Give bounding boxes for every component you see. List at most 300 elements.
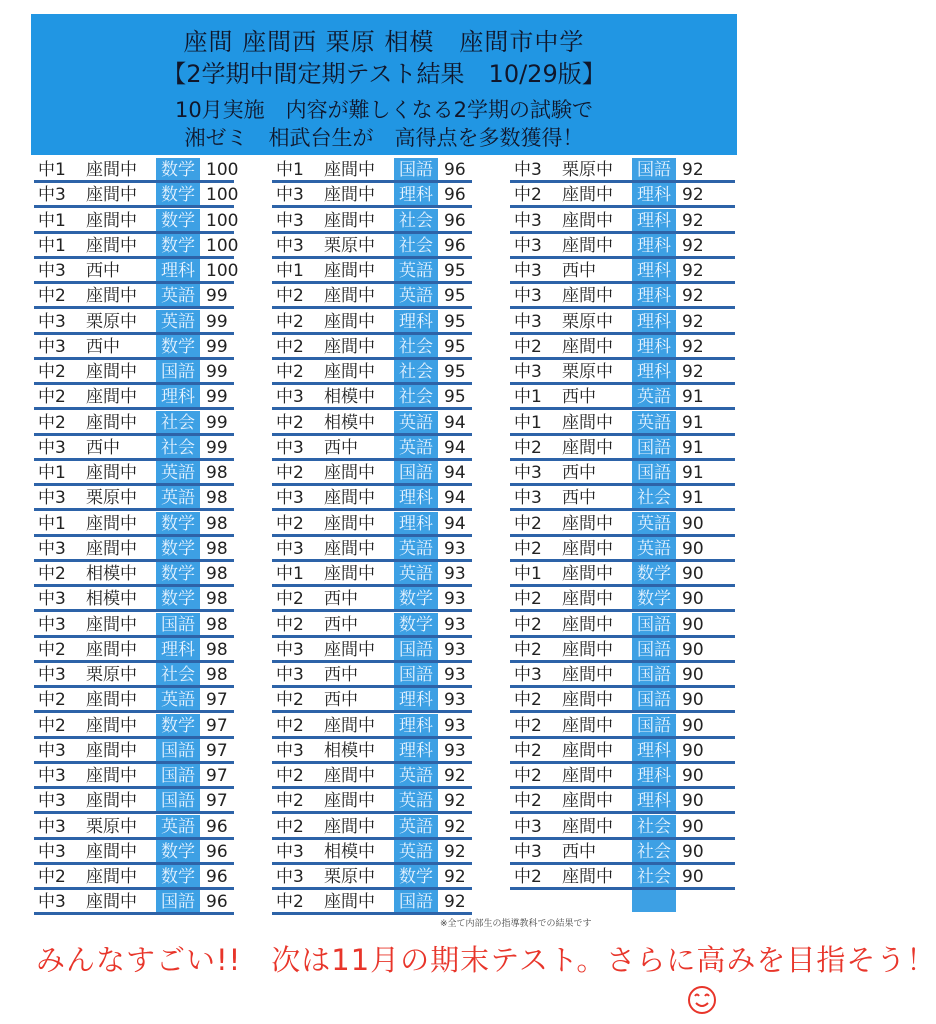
score-cell: 90 — [682, 564, 704, 584]
subject-cell: 社会 — [394, 360, 438, 382]
grade-cell: 中2 — [276, 614, 304, 635]
result-row — [510, 865, 740, 890]
grade-cell: 中2 — [514, 589, 542, 610]
grade-cell: 中2 — [514, 766, 542, 786]
school-cell: 座間中 — [86, 387, 137, 408]
result-row — [272, 764, 497, 789]
score-cell: 95 — [444, 261, 466, 281]
school-cell: 座間中 — [324, 538, 375, 559]
score-cell: 98 — [206, 513, 228, 534]
result-row — [34, 663, 234, 688]
score-cell: 90 — [682, 538, 704, 559]
score-cell: 93 — [444, 589, 466, 610]
score-cell: 90 — [682, 614, 704, 635]
score-cell: 100 — [206, 160, 239, 180]
result-row — [510, 284, 740, 309]
grade-cell: 中3 — [276, 740, 304, 761]
subject-cell: 理科 — [632, 284, 676, 306]
subject-cell: 英語 — [156, 461, 200, 483]
school-cell: 西中 — [324, 437, 358, 458]
result-row — [510, 714, 740, 739]
subject-cell: 英語 — [156, 310, 200, 332]
result-row — [34, 158, 239, 183]
result-row — [272, 638, 497, 663]
grade-cell: 中3 — [38, 336, 66, 357]
school-cell: 西中 — [562, 488, 596, 509]
grade-cell: 中2 — [38, 867, 66, 887]
result-row — [510, 486, 740, 511]
subject-cell: 理科 — [156, 638, 200, 660]
grade-cell: 中2 — [38, 690, 66, 711]
result-row — [510, 335, 740, 360]
subject-cell: 国語 — [632, 663, 676, 685]
grade-cell: 中3 — [38, 261, 66, 281]
result-row — [34, 638, 234, 663]
grade-cell: 中2 — [38, 412, 66, 433]
grade-cell: 中2 — [514, 513, 542, 534]
score-cell: 92 — [682, 160, 704, 180]
grade-cell: 中1 — [38, 160, 66, 180]
subject-cell: 英語 — [394, 840, 438, 862]
result-row — [510, 764, 740, 789]
result-row — [272, 890, 497, 915]
result-row — [510, 537, 740, 562]
grade-cell: 中2 — [38, 362, 66, 382]
school-cell: 座間中 — [324, 791, 375, 812]
grade-cell: 中3 — [38, 816, 66, 837]
empty-subject-cell — [632, 890, 676, 912]
school-cell: 相模中 — [324, 841, 375, 862]
grade-cell: 中2 — [276, 690, 304, 711]
result-row — [272, 840, 497, 865]
grade-cell: 中2 — [514, 437, 542, 458]
score-cell: 96 — [206, 841, 228, 862]
result-row — [34, 335, 234, 360]
school-cell: 相模中 — [324, 740, 375, 761]
subject-cell: 英語 — [632, 411, 676, 433]
score-cell: 92 — [682, 362, 704, 382]
school-cell: 栗原中 — [86, 665, 137, 685]
score-cell: 99 — [206, 286, 228, 307]
header-schools: 座間 座間西 栗原 相模 座間市中学 — [183, 28, 585, 56]
result-row — [510, 789, 740, 814]
school-cell: 西中 — [324, 690, 358, 711]
result-row — [510, 562, 740, 587]
grade-cell: 中3 — [514, 235, 542, 256]
grade-cell: 中1 — [514, 564, 542, 584]
school-cell: 座間中 — [86, 639, 137, 660]
grade-cell: 中3 — [38, 538, 66, 559]
subject-cell: 国語 — [394, 663, 438, 685]
score-cell: 90 — [682, 791, 704, 812]
grade-cell: 中1 — [514, 387, 542, 408]
school-cell: 座間中 — [562, 589, 613, 610]
subject-cell: 理科 — [632, 259, 676, 281]
grade-cell: 中3 — [38, 589, 66, 610]
grade-cell: 中2 — [276, 286, 304, 307]
header-banner — [31, 14, 737, 155]
score-cell: 98 — [206, 463, 228, 483]
subject-cell: 社会 — [632, 840, 676, 862]
score-cell: 90 — [682, 639, 704, 660]
subject-cell: 理科 — [632, 739, 676, 761]
result-row — [34, 865, 234, 890]
grade-cell: 中1 — [38, 463, 66, 483]
result-row — [510, 385, 740, 410]
grade-cell: 中2 — [276, 766, 304, 786]
grade-cell: 中3 — [38, 892, 66, 913]
grade-cell: 中3 — [514, 160, 542, 180]
subject-cell: 英語 — [394, 537, 438, 559]
subject-cell: 英語 — [394, 436, 438, 458]
grade-cell: 中3 — [276, 841, 304, 862]
school-cell: 座間中 — [562, 740, 613, 761]
score-cell: 90 — [682, 740, 704, 761]
school-cell: 栗原中 — [562, 362, 613, 382]
grade-cell: 中2 — [514, 185, 542, 206]
subject-cell: 国語 — [632, 436, 676, 458]
grade-cell: 中3 — [38, 766, 66, 786]
school-cell: 座間中 — [86, 867, 137, 887]
grade-cell: 中2 — [276, 336, 304, 357]
result-row — [34, 688, 234, 713]
school-cell: 相模中 — [86, 589, 137, 610]
subject-cell: 国語 — [156, 360, 200, 382]
result-row — [272, 663, 497, 688]
grade-cell: 中2 — [514, 867, 542, 887]
subject-cell: 社会 — [156, 436, 200, 458]
school-cell: 西中 — [562, 841, 596, 862]
result-row — [510, 461, 740, 486]
grade-cell: 中2 — [514, 538, 542, 559]
school-cell: 相模中 — [86, 564, 137, 584]
grade-cell: 中2 — [276, 311, 304, 332]
school-cell: 栗原中 — [562, 160, 613, 180]
subject-cell: 理科 — [394, 310, 438, 332]
score-cell: 93 — [444, 665, 466, 685]
score-cell: 98 — [206, 589, 228, 610]
subject-cell: 英語 — [394, 789, 438, 811]
result-row — [34, 764, 234, 789]
school-cell: 西中 — [324, 665, 358, 685]
subject-cell: 国語 — [394, 461, 438, 483]
score-cell: 100 — [206, 210, 239, 231]
school-cell: 座間中 — [324, 463, 375, 483]
subject-cell: 社会 — [394, 234, 438, 256]
school-cell: 座間中 — [324, 766, 375, 786]
school-cell: 西中 — [562, 463, 596, 483]
result-row — [510, 739, 740, 764]
school-cell: 座間中 — [562, 715, 613, 736]
school-cell: 座間中 — [562, 336, 613, 357]
subject-cell: 国語 — [394, 158, 438, 180]
result-row — [272, 360, 497, 385]
grade-cell: 中3 — [514, 210, 542, 231]
subject-cell: 理科 — [632, 789, 676, 811]
score-cell: 95 — [444, 336, 466, 357]
score-cell: 98 — [206, 639, 228, 660]
grade-cell: 中2 — [38, 715, 66, 736]
score-cell: 92 — [444, 791, 466, 812]
score-cell: 92 — [444, 766, 466, 786]
result-row — [510, 234, 740, 259]
school-cell: 座間中 — [324, 715, 375, 736]
result-row — [272, 587, 497, 612]
subject-cell: 国語 — [156, 739, 200, 761]
result-row — [34, 259, 239, 284]
score-cell: 97 — [206, 791, 228, 812]
footnote: ※全て内部生の指導教科での結果です — [440, 919, 592, 929]
score-cell: 93 — [444, 639, 466, 660]
subject-cell: 社会 — [632, 486, 676, 508]
subject-cell: 国語 — [394, 890, 438, 912]
school-cell: 座間中 — [562, 185, 613, 206]
school-cell: 座間中 — [562, 766, 613, 786]
grade-cell: 中3 — [514, 841, 542, 862]
subject-cell: 数学 — [156, 158, 200, 180]
school-cell: 西中 — [86, 261, 120, 281]
subject-cell: 数学 — [156, 587, 200, 609]
result-row — [272, 461, 497, 486]
subject-cell: 数学 — [156, 183, 200, 205]
result-row — [510, 613, 740, 638]
school-cell: 座間中 — [86, 614, 137, 635]
grade-cell: 中2 — [514, 791, 542, 812]
grade-cell: 中2 — [514, 690, 542, 711]
result-row — [34, 385, 234, 410]
score-cell: 99 — [206, 387, 228, 408]
school-cell: 座間中 — [562, 639, 613, 660]
result-row — [272, 158, 497, 183]
school-cell: 座間中 — [324, 488, 375, 509]
result-row — [34, 209, 239, 234]
score-cell: 91 — [682, 463, 704, 483]
result-row — [272, 613, 497, 638]
subject-cell: 社会 — [394, 385, 438, 407]
school-cell: 栗原中 — [324, 235, 375, 256]
score-cell: 90 — [682, 513, 704, 534]
result-row — [34, 461, 234, 486]
result-row — [510, 688, 740, 713]
subject-cell: 社会 — [156, 411, 200, 433]
grade-cell: 中3 — [276, 488, 304, 509]
score-cell: 98 — [206, 538, 228, 559]
result-row — [34, 613, 234, 638]
score-cell: 96 — [444, 210, 466, 231]
grade-cell: 中2 — [276, 412, 304, 433]
grade-cell: 中1 — [38, 235, 66, 256]
result-row — [34, 234, 239, 259]
school-cell: 座間中 — [562, 412, 613, 433]
result-row — [510, 259, 740, 284]
school-cell: 座間中 — [86, 715, 137, 736]
score-cell: 91 — [682, 412, 704, 433]
score-cell: 98 — [206, 488, 228, 509]
subject-cell: 数学 — [632, 562, 676, 584]
result-row — [272, 411, 497, 436]
school-cell: 座間中 — [324, 362, 375, 382]
subject-cell: 理科 — [394, 714, 438, 736]
result-row — [272, 714, 497, 739]
score-cell: 90 — [682, 665, 704, 685]
score-cell: 92 — [682, 311, 704, 332]
school-cell: 西中 — [562, 261, 596, 281]
score-cell: 92 — [444, 867, 466, 887]
result-row — [34, 840, 234, 865]
school-cell: 座間中 — [86, 892, 137, 913]
grade-cell: 中3 — [276, 387, 304, 408]
subject-cell: 英語 — [632, 537, 676, 559]
subject-cell: 理科 — [632, 209, 676, 231]
score-cell: 92 — [682, 286, 704, 307]
school-cell: 西中 — [86, 437, 120, 458]
subject-cell: 英語 — [394, 815, 438, 837]
subject-cell: 理科 — [156, 385, 200, 407]
score-cell: 97 — [206, 766, 228, 786]
score-cell: 97 — [206, 715, 228, 736]
result-row — [34, 486, 234, 511]
grade-cell: 中3 — [276, 437, 304, 458]
subject-cell: 数学 — [156, 234, 200, 256]
score-cell: 92 — [682, 235, 704, 256]
score-cell: 93 — [444, 564, 466, 584]
grade-cell: 中3 — [38, 740, 66, 761]
row-rule — [34, 912, 234, 915]
result-row — [272, 815, 497, 840]
subject-cell: 理科 — [394, 486, 438, 508]
grade-cell: 中3 — [38, 665, 66, 685]
score-cell: 95 — [444, 362, 466, 382]
school-cell: 栗原中 — [324, 867, 375, 887]
result-row — [272, 562, 497, 587]
subject-cell: 数学 — [394, 865, 438, 887]
grade-cell: 中1 — [38, 210, 66, 231]
grade-cell: 中1 — [276, 564, 304, 584]
score-cell: 94 — [444, 412, 466, 433]
school-cell: 座間中 — [324, 185, 375, 206]
result-row — [272, 537, 497, 562]
grade-cell: 中2 — [38, 564, 66, 584]
grade-cell: 中2 — [276, 589, 304, 610]
result-row — [34, 284, 234, 309]
subject-cell: 理科 — [632, 234, 676, 256]
grade-cell: 中2 — [38, 639, 66, 660]
score-cell: 99 — [206, 412, 228, 433]
result-row — [510, 512, 740, 537]
result-row — [272, 486, 497, 511]
result-row — [272, 865, 497, 890]
school-cell: 座間中 — [86, 362, 137, 382]
subject-cell: 英語 — [394, 764, 438, 786]
score-cell: 100 — [206, 185, 239, 206]
grade-cell: 中2 — [276, 362, 304, 382]
grade-cell: 中3 — [38, 488, 66, 509]
result-row — [272, 688, 497, 713]
subject-cell: 数学 — [156, 714, 200, 736]
school-cell: 座間中 — [86, 538, 137, 559]
subject-cell: 社会 — [394, 209, 438, 231]
score-cell: 96 — [444, 235, 466, 256]
subject-cell: 英語 — [394, 284, 438, 306]
subject-cell: 国語 — [632, 158, 676, 180]
result-row — [34, 512, 234, 537]
score-cell: 97 — [206, 690, 228, 711]
subject-cell: 国語 — [156, 613, 200, 635]
score-cell: 99 — [206, 311, 228, 332]
subject-cell: 数学 — [156, 840, 200, 862]
subject-cell: 理科 — [156, 259, 200, 281]
school-cell: 座間中 — [324, 816, 375, 837]
result-row — [272, 789, 497, 814]
school-cell: 栗原中 — [86, 816, 137, 837]
school-cell: 西中 — [562, 387, 596, 408]
school-cell: 相模中 — [324, 412, 375, 433]
result-row — [34, 815, 234, 840]
subject-cell: 国語 — [632, 688, 676, 710]
school-cell: 座間中 — [86, 841, 137, 862]
result-row — [272, 335, 497, 360]
score-cell: 94 — [444, 513, 466, 534]
result-row — [272, 436, 497, 461]
school-cell: 座間中 — [86, 740, 137, 761]
school-cell: 座間中 — [562, 437, 613, 458]
subject-cell: 数学 — [156, 512, 200, 534]
school-cell: 座間中 — [86, 210, 137, 231]
school-cell: 座間中 — [324, 210, 375, 231]
school-cell: 座間中 — [562, 816, 613, 837]
score-cell: 92 — [682, 185, 704, 206]
school-cell: 座間中 — [324, 639, 375, 660]
result-row — [272, 739, 497, 764]
score-cell: 94 — [444, 488, 466, 509]
result-row — [272, 183, 497, 208]
score-cell: 96 — [206, 892, 228, 913]
grade-cell: 中2 — [514, 336, 542, 357]
school-cell: 座間中 — [86, 791, 137, 812]
result-row — [272, 284, 497, 309]
school-cell: 栗原中 — [86, 311, 137, 332]
score-cell: 90 — [682, 690, 704, 711]
score-cell: 93 — [444, 740, 466, 761]
subject-cell: 社会 — [632, 815, 676, 837]
grade-cell: 中3 — [38, 614, 66, 635]
school-cell: 座間中 — [86, 513, 137, 534]
school-cell: 座間中 — [86, 412, 137, 433]
school-cell: 座間中 — [324, 892, 375, 913]
result-row — [272, 234, 497, 259]
subject-cell: 数学 — [394, 613, 438, 635]
subject-cell: 数学 — [632, 587, 676, 609]
grade-cell: 中1 — [276, 261, 304, 281]
score-cell: 92 — [444, 816, 466, 837]
grade-cell: 中3 — [276, 235, 304, 256]
school-cell: 座間中 — [324, 336, 375, 357]
subject-cell: 英語 — [156, 688, 200, 710]
score-cell: 99 — [206, 362, 228, 382]
school-cell: 座間中 — [562, 564, 613, 584]
subject-cell: 理科 — [394, 688, 438, 710]
school-cell: 栗原中 — [86, 488, 137, 509]
smiley-doodle — [687, 985, 717, 1015]
handwritten-message: みんなすごい!! 次は11月の期末テスト。さらに高みを目指そう！ — [36, 943, 936, 977]
subject-cell: 英語 — [632, 512, 676, 534]
grade-cell: 中2 — [276, 463, 304, 483]
score-cell: 93 — [444, 614, 466, 635]
grade-cell: 中3 — [276, 185, 304, 206]
subject-cell: 国語 — [632, 461, 676, 483]
grade-cell: 中3 — [38, 437, 66, 458]
grade-cell: 中3 — [514, 311, 542, 332]
